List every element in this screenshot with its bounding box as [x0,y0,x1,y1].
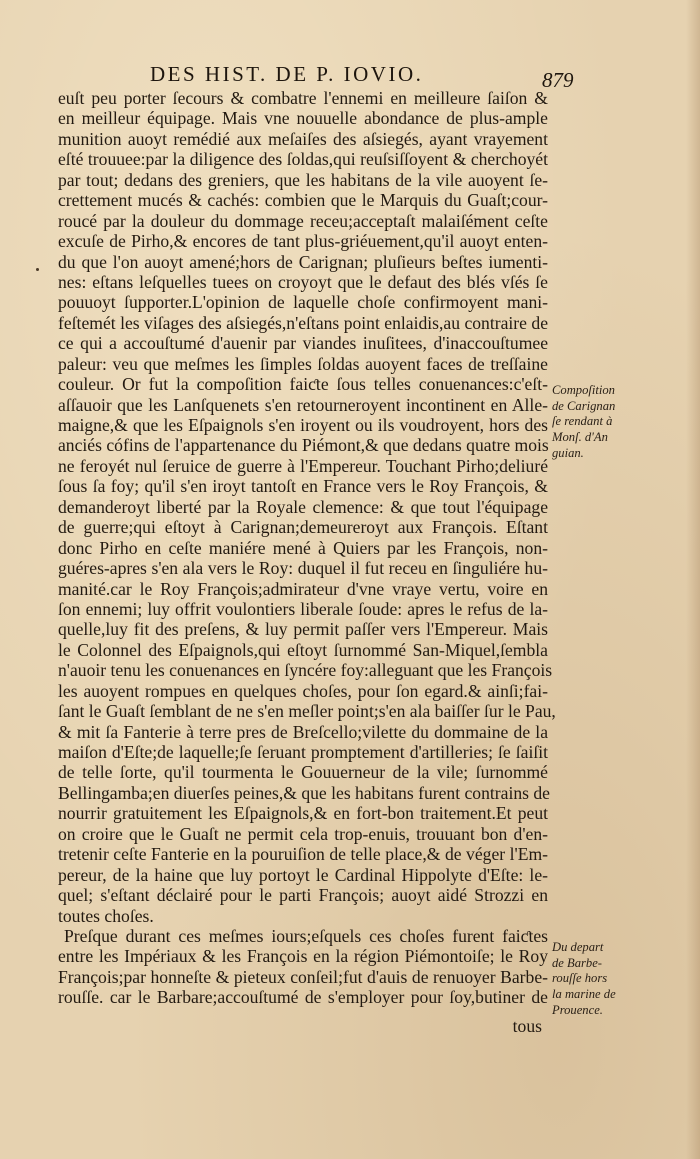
margin-note-carignan [552,383,662,462]
margin-note-line: la marine de [552,987,616,1002]
catchword: tous [512,1016,542,1036]
text-line: le Colonnel des Eſpaignols,qui eſtoyt ſurnommé San-Miquel,ſembla [58,639,548,660]
text-line: maiſon d'Eſte;de laquelle;ſe ſeruant promptement d'artilleries; ſe ſaiſit [58,742,548,762]
text-line: feſtemét les viſages des aſsiegés,n'eſtans point enlaidis,au contraire de [58,312,548,333]
text-line: paleur: veu que meſmes les ſimples ſoldas auoyent faces de treſſaine [58,353,548,374]
text-line: toutes choſes. [58,905,154,926]
text-line: quel; s'eſtant déclairé pour le parti François; auoyt aidé Strozzi en [58,885,548,906]
running-head: DES HIST. DE P. IOVIO. [150,62,424,86]
text-line: tretenir ceſte Fanterie en la pouruiſion de telle place,& de véger l'Em- [58,844,548,865]
text-line: aſſauoir que les Lanſquenets s'en retourneroyent incontinent en Alle- [58,394,548,415]
page-edge-shadow [686,0,700,1159]
text-line: & mit ſa Fanterie à terre pres de Breſcello;vilette du dommaine de la [58,721,548,742]
text-line: de telle ſorte, qu'il tourmenta le Gouuerneur de la vile; ſurnommé [58,762,548,783]
text-line: on croire que le Guaſt ne permit cela trop-enuis, trouuant bon d'en- [58,823,548,844]
margin-note-line: ſe rendant à [552,414,613,429]
text-line: maigne,& que les Eſpaignols s'en iroyent ou ils voudroyent, hors des [58,415,548,435]
text-line: couleur. Or fut la compoſition faiƈte ſous telles conuenances:c'eſt- [58,374,548,395]
margin-note-line: de Barbe- [552,955,603,970]
page-number: 879 [542,68,574,92]
text-line: nourrir gratuitement les Eſpaignols,& en fort-bon traitement.Et peut [58,803,548,824]
text-line: guéres-apres s'en ala vers le Roy: duquel il fut receu en ſinguliére hu- [58,558,548,579]
text-line: ſous ſa foy; qu'il s'en iroyt tantoſt en France vers le Roy François, & [58,476,548,497]
text-line: par tout; dedans des greniers, que les habitans de la vile auoyent ſe- [58,169,548,190]
text-line: entre les Impériaux & les François en la région Piémontoiſe; le Roy [58,946,548,967]
margin-note-barberousse [552,940,662,1019]
text-line: euſt peu porter ſecours & combatre l'ennemi en meilleure ſaiſon & [58,88,548,108]
text-line: donc Pirho en ceſte maniére mené à Quiers par les François, non- [58,537,548,558]
text-line: Bellingamba;en diuerſes peines,& que les habitans furent contrains de [58,782,550,803]
margin-note-line: Monſ. d'An [552,430,608,445]
text-line: ce qui a accouſtumé d'auenir par viandes inuſitees, d'inaccouſtumee [58,333,548,354]
text-line: demanderoyt liberté par la Royale clemence: & que tout l'équipage [58,496,548,517]
margin-note-line: guian. [552,445,584,460]
text-line: pereur, de la haine que luy portoyt le Cardinal Hippolyte d'Eſte: le- [58,864,548,885]
margin-note-line: Prouence. [552,1002,603,1017]
text-line: ſon ennemi; luy offrit voulontiers liberale ſoude: apres le refus de la- [58,598,548,619]
text-line: munition auoyt remédié aux meſaiſes des aſsiegés, ayant vrayement [58,128,548,149]
margin-note-line: de Carignan [552,398,616,413]
text-line: pouuoyt ſupporter.L'opinion de laquelle choſe confirmoyent mani- [58,292,548,313]
text-line: de guerre;qui eſtoyt à Carignan;demeureroyt aux François. Eſtant [58,517,548,538]
text-line: en meilleur équipage. Mais vne nouuelle abondance de plus-ample [58,108,548,129]
ink-speck [36,268,39,271]
margin-note-line: Compoſition [552,383,615,397]
body-text [58,88,556,1008]
margin-note-line: rouſſe hors [552,971,608,986]
text-line: crettement mucés & cachés: combien que le Marquis du Guaſt;cour- [58,190,548,211]
text-line: François;par honneſte & pieteux conſeil;fut d'auis de renuoyer Barbe- [58,966,548,987]
text-line: quelle,luy fit des preſens, & luy permit paſſer vers l'Empereur. Mais [58,619,548,640]
text-line: rouſſe. car le Barbare;accouſtumé de s'employer pour ſoy,butiner de [58,987,548,1008]
margin-note-line: Du depart [552,940,604,954]
text-line: les auoyent rompues en quelques choſes, pour ſon egard.& ainſi;fai- [58,680,548,701]
text-line: n'auoir tenu les conuenances en ſyncére foy:alleguant que les François [58,660,553,681]
text-line: manité.car le Roy François;admirateur d'vne vraye vertu, voire en [58,578,548,599]
text-line: nes: eſtans leſquelles tuees on croyoyt que le defaut des blés vſés ſe [58,271,548,292]
text-line: ne feroyét nul ſeruice de guerre à l'Empereur. Touchant Pirho;deliuré [58,455,548,476]
text-line: eſté trouuee:par la diligence des ſoldas,qui reuſsiſſoyent & cherchoyét [58,149,548,170]
text-line: du que l'on auoyt amené;hors de Carignan; pluſieurs beſtes iumenti- [58,251,548,272]
text-line: excuſe de Pirho,& encores de tant plus-griéuement,qu'il auoyt enten- [58,231,548,252]
text-line: ſant le Guaſt ſemblant de ne s'en meſler point;s'en ala baiſſer ſur le Pau, [58,701,556,722]
text-line: anciés cófins de l'appartenance du Piémont,& que dedans quatre mois [58,435,549,456]
text-line: Preſque durant ces meſmes iours;eſquels ces choſes furent faiƈtes [64,925,548,946]
text-line: roucé par la douleur du dommage receu;acceptaſt malaiſément ceſte [58,210,548,231]
